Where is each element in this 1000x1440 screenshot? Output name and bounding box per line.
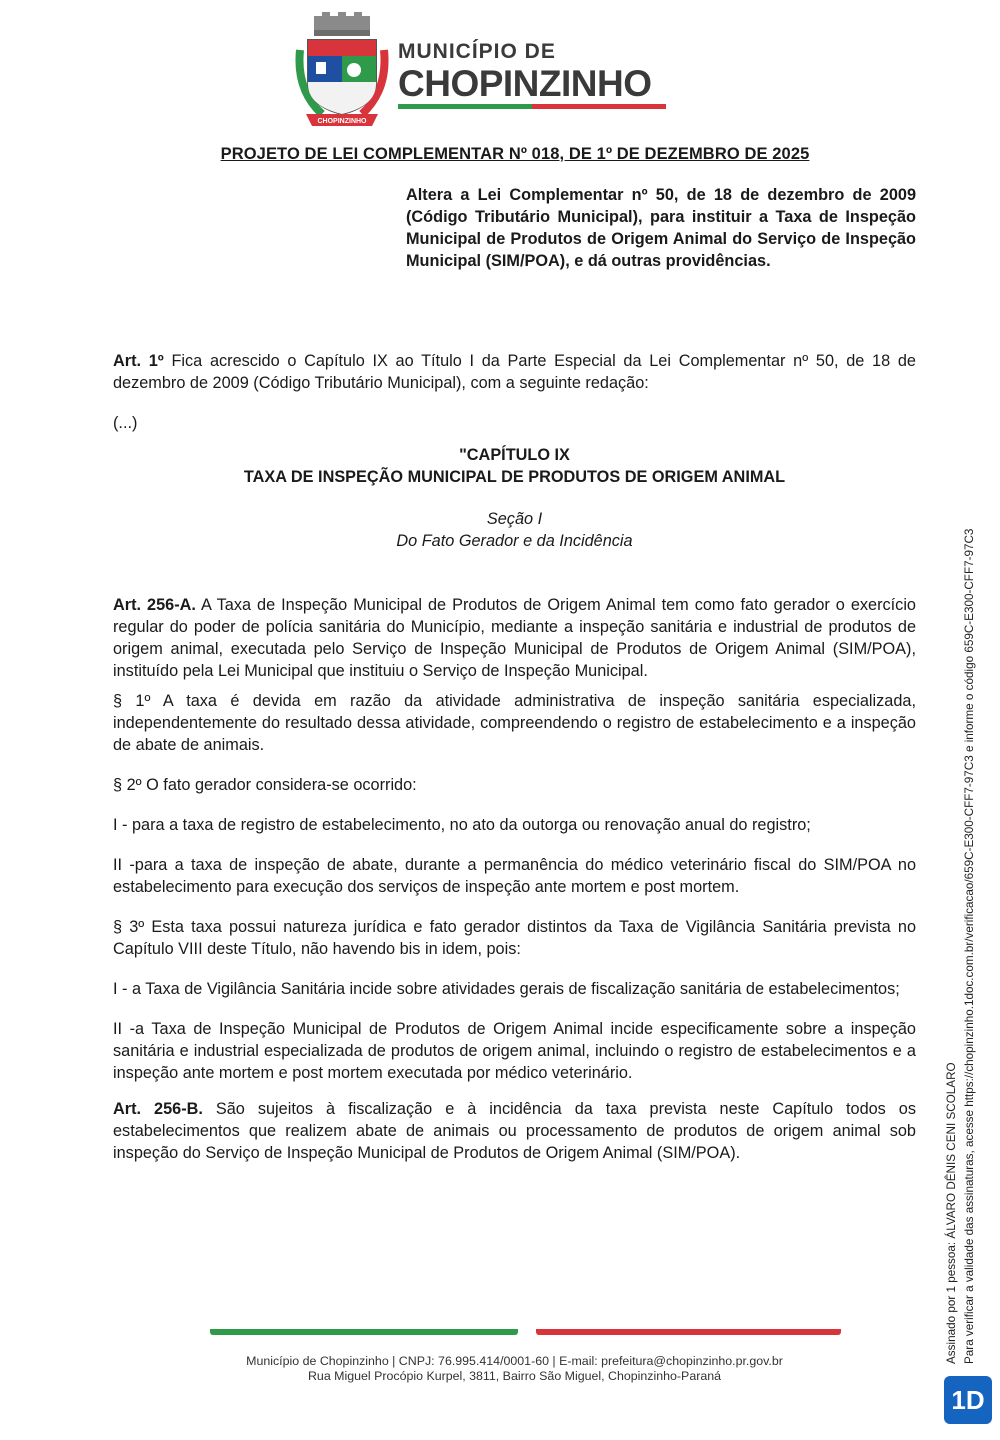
- municipal-crest-logo: [292, 10, 392, 130]
- paragraph-3-item-i: I - a Taxa de Vigilância Sanitária incide sobre atividades gerais de fiscalização sanitária de estabelecimentos;: [113, 980, 900, 998]
- paragraph-1: § 1º A taxa é devida em razão da atividade administrativa de inspeção sanitária especializada, independentemente do resultado dessa atividade, compreendendo o registro de estabelecimento e a inspeção de abate de animais.: [113, 692, 916, 754]
- ellipsis: (...): [113, 414, 138, 432]
- chapter-title: TAXA DE INSPEÇÃO MUNICIPAL DE PRODUTOS DE ORIGEM ANIMAL: [243, 468, 786, 486]
- document-body: [113, 350, 916, 1164]
- paragraph-3-item-ii: II -a Taxa de Inspeção Municipal de Produtos de Origem Animal incide especificamente sobre a inspeção sanitária e industrial especializada de produtos de origem animal, incluindo o registro de estabelecimentos e a inspeção ante mortem e post mortem executada por médico veterinário.: [113, 1020, 916, 1082]
- paragraph-2-item-ii: II -para a taxa de inspeção de abate, durante a permanência do médico veterinário fiscal do SIM/POA no estabelecimento para execução dos serviços de inspeção ante mortem e post mortem.: [113, 856, 916, 896]
- article-256a-text: A Taxa de Inspeção Municipal de Produtos de Origem Animal tem como fato gerador o exercício regular do poder de polícia sanitária do Município, mediante a inspeção sanitária e industrial de produtos de origem animal, executada pelo Serviço de Inspeção Municipal de Produtos de Origem Animal (SIM/POA), instituído pela Lei Municipal que instituiu o Serviço de Inspeção Municipal.: [113, 596, 916, 680]
- footer-line2: Rua Miguel Procópio Kurpel, 3811, Bairro São Miguel, Chopinzinho-Paraná: [307, 1369, 722, 1383]
- document-title: PROJETO DE LEI COMPLEMENTAR Nº 018, DE 1º DE DEZEMBRO DE 2025: [220, 145, 810, 163]
- article-256a-label: Art. 256-A.: [113, 596, 196, 614]
- paragraph-2-item-i: I - para a taxa de registro de estabelecimento, no ato da outorga ou renovação anual do registro;: [113, 816, 811, 834]
- article-1-text: Fica acrescido o Capítulo IX ao Título I da Parte Especial da Lei Complementar nº 50, de 18 de dezembro de 2009 (Código Tributário Municipal), com a seguinte redação:: [113, 352, 916, 392]
- brand-line2: CHOPINZINHO: [398, 63, 652, 104]
- article-256b: [113, 1098, 916, 1164]
- signature-verification-link[interactable]: Para verificar a validade das assinaturas, acesse https://chopinzinho.1doc.com.br/verificacao/659C-E300-CFF7-97C3 e informe o código 659C-E300-CFF7-97C3: [963, 528, 976, 1364]
- paragraph-3: § 3º Esta taxa possui natureza jurídica e fato gerador distintos da Taxa de Vigilância Sanitária prevista no Capítulo VIII deste Título, não havendo bis in idem, pois:: [113, 918, 916, 958]
- section-heading: Seção I: [486, 510, 543, 528]
- article-1: [113, 350, 916, 394]
- article-256b-text: São sujeitos à fiscalização e à incidência da taxa prevista neste Capítulo todos os estabelecimentos que realizem abate de animais ou processamento de produtos de origem animal sob inspeção do Serviço de Inspeção Municipal de Produtos de Origem Animal (SIM/POA).: [113, 1100, 916, 1162]
- brand-line1: MUNICÍPIO DE: [398, 40, 556, 63]
- paragraph-2: § 2º O fato gerador considera-se ocorrido:: [113, 776, 417, 794]
- chapter-heading: "CAPÍTULO IX: [459, 446, 570, 464]
- article-1-label: Art. 1º: [113, 352, 164, 370]
- article-256a: [113, 594, 916, 682]
- footer: [113, 1354, 916, 1384]
- footer-red-bar: [536, 1329, 841, 1335]
- ementa: Altera a Lei Complementar nº 50, de 18 de dezembro de 2009 (Código Tributário Municipal), para instituir a Taxa de Inspeção Municipal de Produtos de Origem Animal do Serviço de Inspeção Municipal (SIM/POA), e dá outras providências.: [406, 186, 916, 270]
- footer-green-bar: [210, 1329, 518, 1335]
- brand-underline: [398, 104, 666, 109]
- crest-banner-text: CHOPINZINHO: [317, 118, 367, 125]
- article-256b-label: Art. 256-B.: [113, 1100, 203, 1118]
- badge-text: 1D: [951, 1385, 985, 1415]
- signature-stamp-line1: Assinado por 1 pessoa: ÁLVARO DÊNIS CENI SCOLARO: [945, 1062, 958, 1364]
- brand-wordmark: [398, 40, 666, 109]
- 1doc-badge-icon: [944, 1376, 992, 1424]
- section-title: Do Fato Gerador e da Incidência: [396, 532, 633, 550]
- footer-line1: Município de Chopinzinho | CNPJ: 76.995.414/0001-60 | E-mail: prefeitura@chopinzinho.pr.gov.br: [246, 1354, 783, 1368]
